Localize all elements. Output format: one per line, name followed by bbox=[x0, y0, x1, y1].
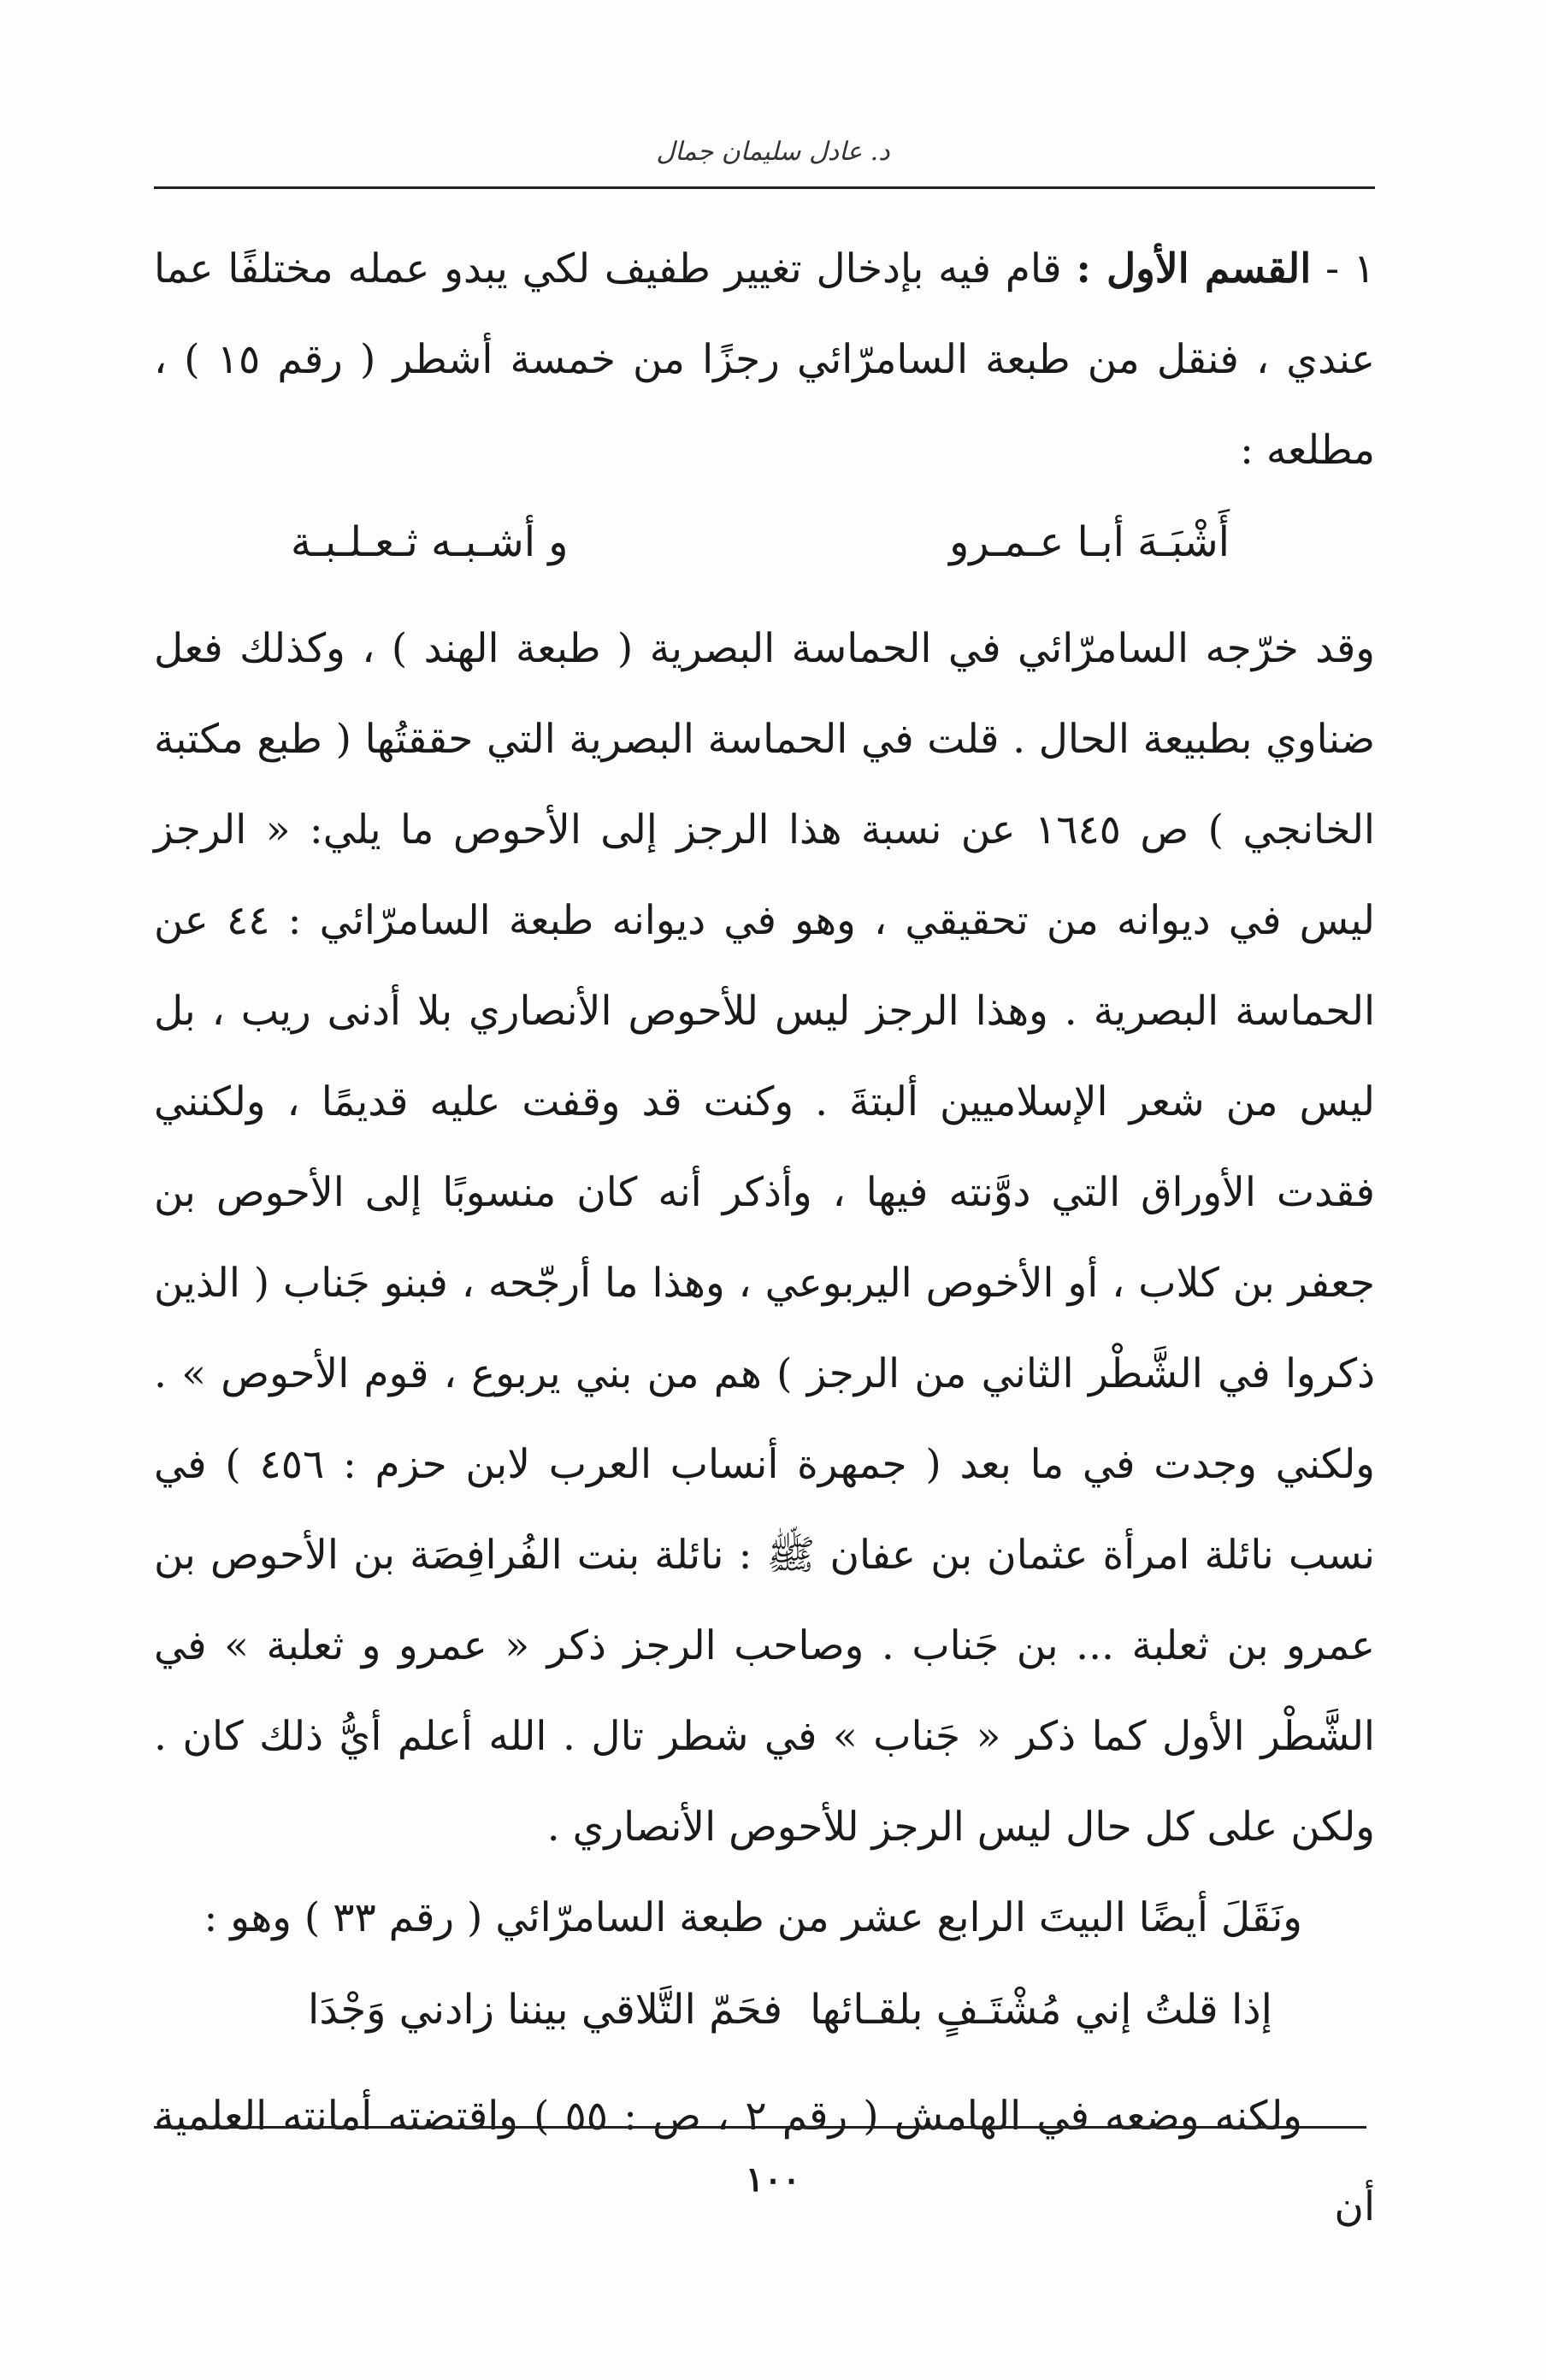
verse-1-second-hemistich: و أشـبـه ثـعـلـبـة bbox=[291, 518, 569, 566]
verse-2 bbox=[154, 1964, 1375, 2056]
paragraph-1: وقد خرّجه السامرّائي في الحماسة البصرية ( طبعة الهند ) ، وكذلك فعل ضناوي بطبيعة الحال . قلت في الحماسة البصرية التي حققتُها ( طبع مكتبة الخانجي ) ص ١٦٤٥ عن نسبة هذا الرجز إلى الأحوص ما يلي: « الرجز ليس في ديوانه من تحقيقي ، وهو في ديوانه طبعة السامرّائي : ٤٤ عن الحماسة البصرية . وهذا الرجز ليس للأحوص الأنصاري بلا أدنى ريب ، بل ليس من شعر الإسلاميين ألبتةَ . وكنت قد وقفت عليه قديمًا ، ولكنني فقدت الأوراق التي دوَّنته فيها ، وأذكر أنه كان منسوبًا إلى الأحوص بن جعفر بن كلاب ، أو الأخوص اليربوعي ، وهذا ما أرجّحه ، فبنو جَناب ( الذين ذكروا في الشَّطْر الثاني من الرجز ) هم من بني يربوع ، قوم الأحوص » . ولكني وجدت في ما بعد ( جمهرة أنساب العرب لابن حزم : ٤٥٦ ) في نسب نائلة امرأة عثمان بن عفان ﷺ : نائلة بنت الفُرافِصَة بن الأحوص بن عمرو بن ثعلبة ... بن جَناب . وصاحب الرجز ذكر « عمرو و ثعلبة » في الشَّطْر الأول كما ذكر « جَناب » في شطر تال . الله أعلم أيُّ ذلك كان . ولكن على كل حال ليس الرجز للأحوص الأنصاري . bbox=[154, 625, 1375, 1851]
verse-2-second-hemistich: فحَمّ التَّلاقي بيننا زادني وَجْدَا bbox=[308, 1986, 783, 2034]
section-title: القسم الأول : bbox=[1076, 245, 1312, 292]
paragraph-2: ونَقَلَ أيضًا البيتَ الرابع عشر من طبعة السامرّائي ( رقم ٣٣ ) وهو : bbox=[204, 1894, 1302, 1941]
header-divider bbox=[154, 186, 1375, 189]
page-number: ١٠٠ bbox=[745, 2159, 801, 2200]
verse-1-first-hemistich: أَشْبَـهَ أبـا عـمـرو bbox=[949, 518, 1230, 566]
footer-divider bbox=[154, 2126, 1366, 2129]
page-body bbox=[154, 224, 1375, 2253]
paragraph-3: ولكنه وضعه في الهامش ( رقم ٢ ، ص : ٥٥ ) واقتضته أمانته العلمية أن bbox=[154, 2093, 1375, 2230]
verse-2-first-hemistich: إذا قلتُ إني مُشْتَـفٍ بلقـائها bbox=[810, 1986, 1272, 2034]
intro-text: قام فيه بإدخال تغيير طفيف لكي يبدو عمله مختلفًا عما عندي ، فنقل من طبعة السامرّائي رجزًا من خمسة أشطر ( رقم ١٥ ) ، مطلعه : bbox=[154, 245, 1375, 474]
running-header-author: د. عادل سليمان جمال bbox=[656, 137, 890, 167]
intro-number: ١ - bbox=[1325, 245, 1376, 292]
intro-paragraph bbox=[154, 224, 1375, 496]
verse-1 bbox=[154, 496, 1375, 588]
